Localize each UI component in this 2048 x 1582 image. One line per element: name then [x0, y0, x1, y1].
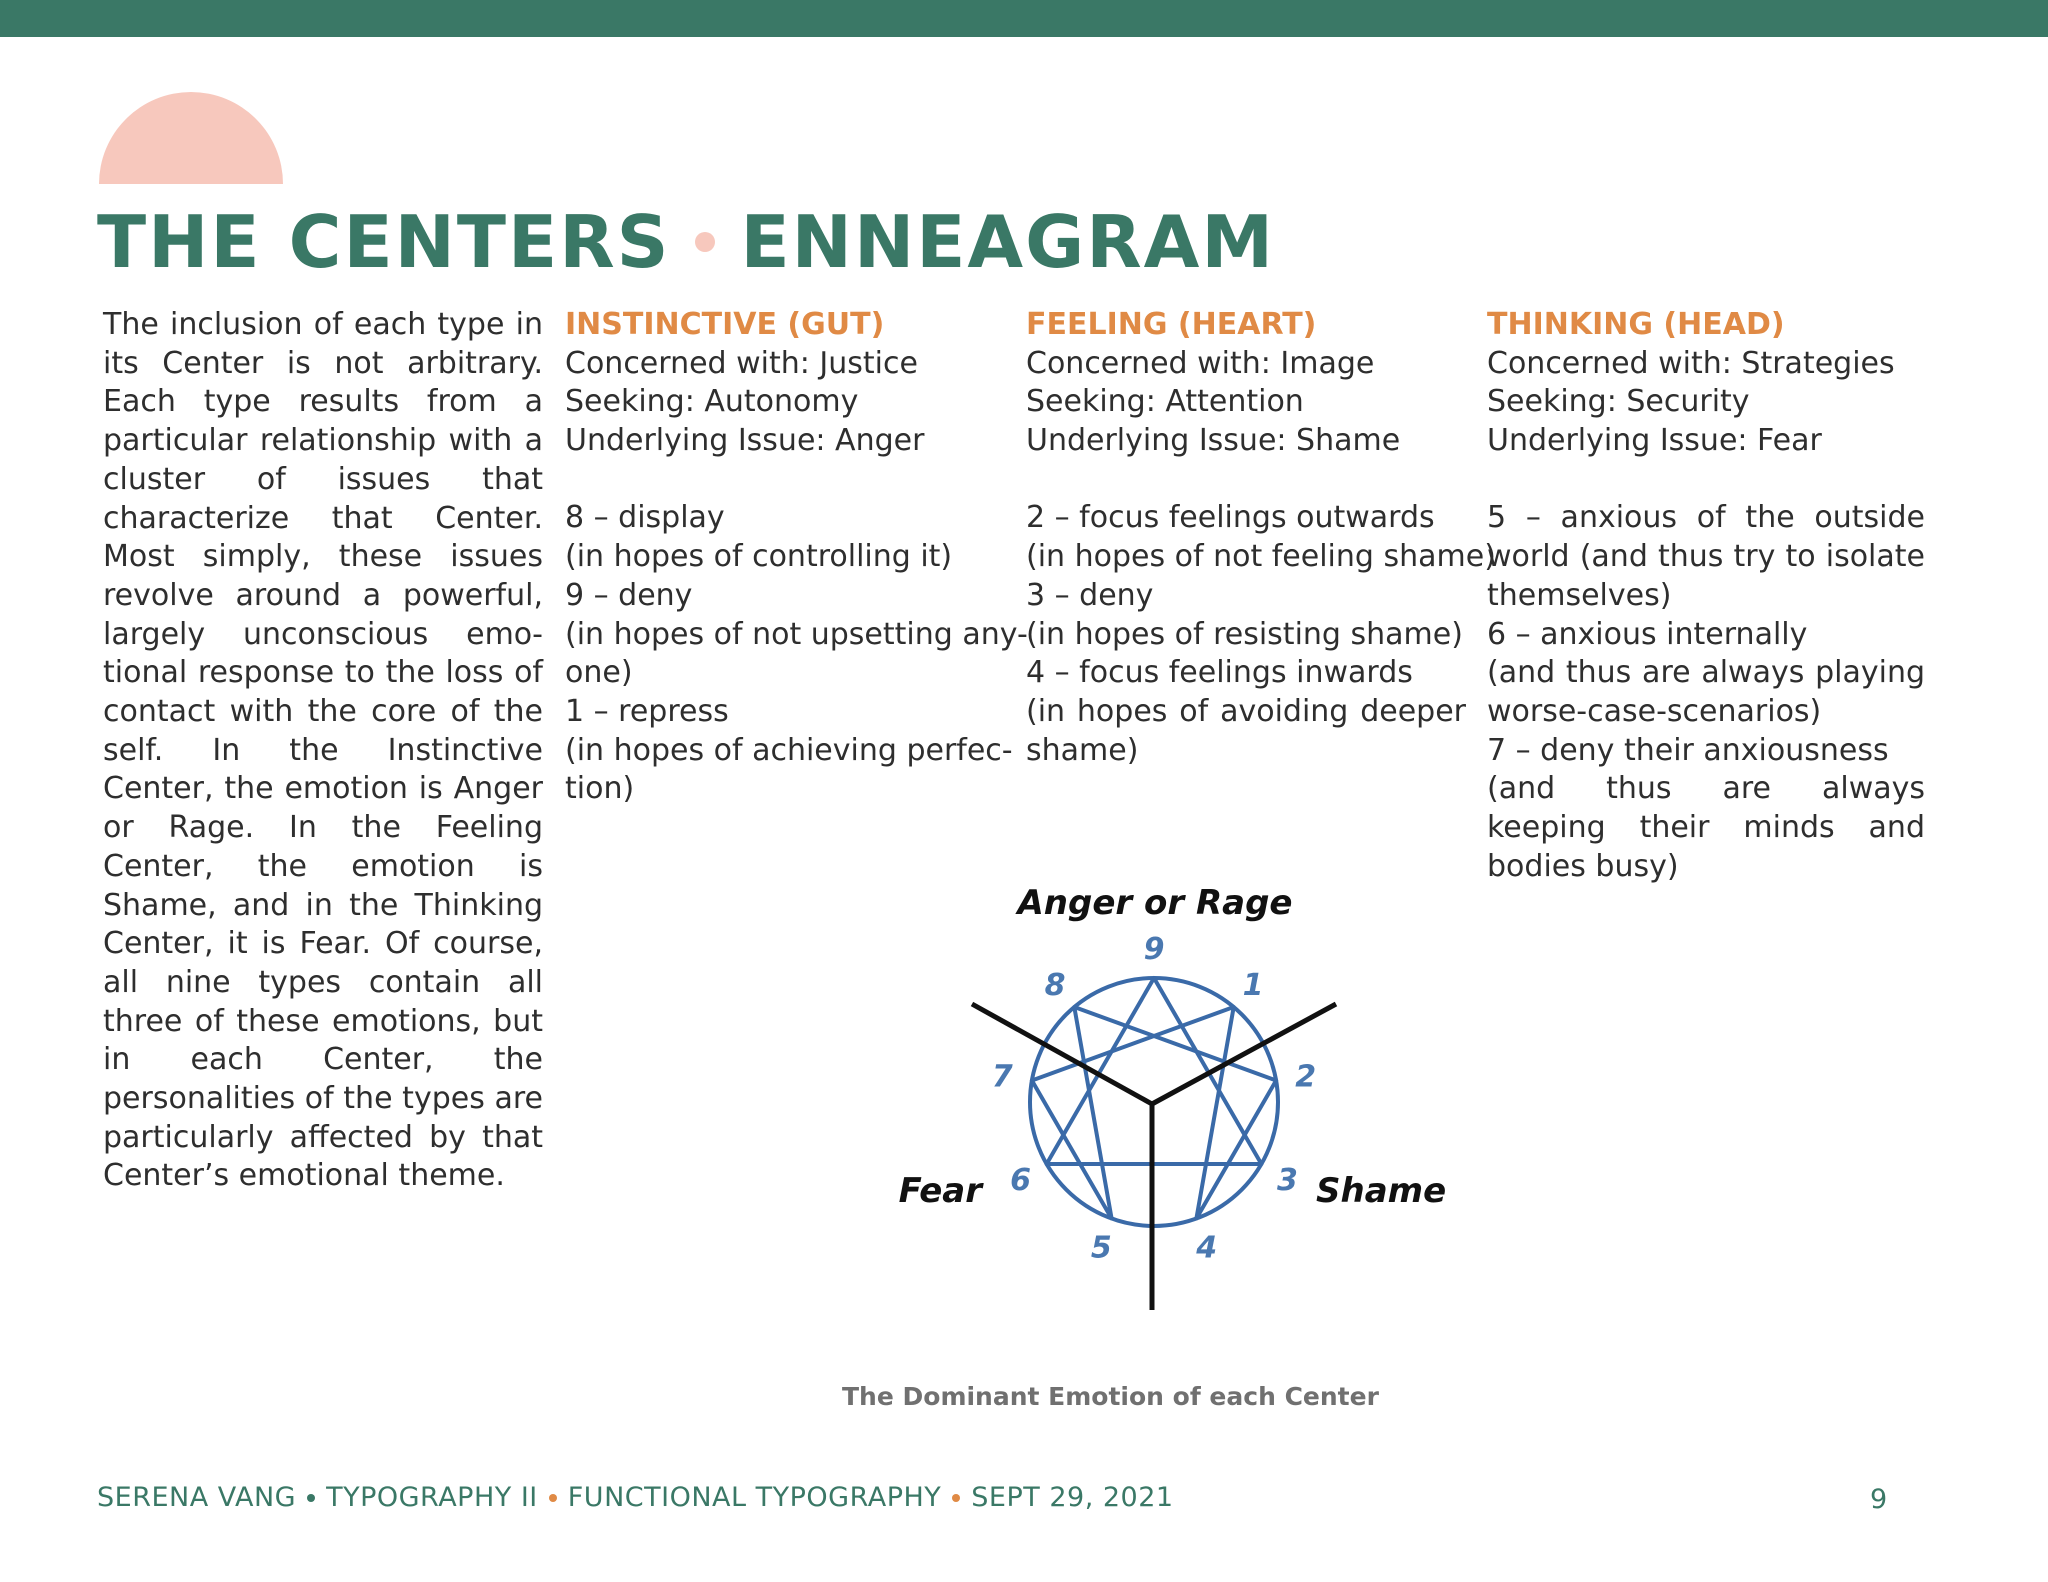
type-number: 6	[1010, 1163, 1032, 1198]
type-paragraph: (and thus are always keeping their minds and bodies busy)	[1487, 771, 1925, 884]
underlying-issue: Underlying Issue: Fear	[1487, 423, 1822, 459]
type-paragraph: 5 – anxious of the outside world (and thus try to isolate themselves)	[1487, 500, 1925, 613]
footer-date: SEPT 29, 2021	[971, 1482, 1174, 1513]
column-heading: INSTINCTIVE (GUT)	[565, 307, 885, 342]
center-dividers	[972, 1004, 1336, 1310]
footer	[97, 1482, 1174, 1513]
footer-author: SERENA VANG	[97, 1482, 297, 1513]
underlying-issue: Underlying Issue: Anger	[565, 423, 925, 459]
type-line: 9 – deny	[565, 577, 693, 613]
concerned-with: Concerned with: Image	[1026, 345, 1375, 381]
concerned-with: Concerned with: Strategies	[1487, 345, 1895, 381]
type-number: 9	[1143, 932, 1165, 967]
footer-course: TYPOGRAPHY II	[326, 1482, 538, 1513]
seeking: Seeking: Security	[1487, 384, 1750, 420]
column-instinctive	[565, 306, 1028, 809]
type-number: 2	[1295, 1059, 1317, 1095]
column-heading: THINKING (HEAD)	[1487, 307, 1785, 342]
column-feeling	[1026, 306, 1496, 770]
page-title	[97, 200, 1275, 284]
type-number: 3	[1276, 1163, 1298, 1198]
footer-dot	[307, 1494, 315, 1502]
seeking: Seeking: Autonomy	[565, 384, 859, 420]
column-heading: FEELING (HEART)	[1026, 307, 1317, 342]
type-line: 6 – anxious internally	[1487, 616, 1808, 652]
title-separator-dot	[695, 232, 715, 252]
type-line: 8 – display	[565, 500, 725, 536]
label-anger: Anger or Rage	[1017, 883, 1293, 923]
top-banner	[0, 0, 2048, 37]
type-line: 2 – focus feelings outwards	[1026, 500, 1435, 536]
footer-dot	[549, 1494, 557, 1502]
decorative-half-circle	[99, 92, 283, 184]
type-number: 8	[1044, 968, 1066, 1003]
column-thinking	[1487, 306, 1925, 886]
underlying-issue: Underlying Issue: Shame	[1026, 423, 1401, 459]
footer-dot	[952, 1494, 960, 1502]
type-line: 7 – deny their anxiousness	[1487, 732, 1889, 768]
label-fear: Fear	[898, 1171, 982, 1211]
type-number: 1	[1242, 968, 1264, 1003]
type-line: one)	[565, 655, 633, 691]
type-line: 1 – repress	[565, 693, 729, 729]
footer-project: FUNCTIONAL TYPOGRAPHY	[567, 1482, 942, 1513]
type-line: (in hopes of avoiding deeper	[1026, 693, 1466, 729]
type-paragraph: (and thus are always playing worse-case-scenarios)	[1487, 655, 1925, 729]
title-main: THE CENTERS	[97, 200, 671, 284]
diagram-caption: The Dominant Emotion of each Center	[842, 1382, 1379, 1411]
intro-paragraph: The inclusion of each type in its Center is not arbitrary. Each type results from a particular relationship with a cluster of issues that characterize that Center. Most simply, these issues revolve around a powerful, largely unconscious emotional response to the loss of contact with the core of the self. In the Instinctive Center, the emotion is Anger or Rage. In the Feeling Center, the emotion is Shame, and in the Thinking Center, it is Fear. Of course, all nine types contain all three of these emotions, but in each Center, the personalities of the types are particularly affected by that Center’s emotional theme.	[103, 307, 543, 1194]
label-shame: Shame	[1316, 1171, 1447, 1211]
type-number: 5	[1090, 1230, 1112, 1266]
type-line: (in hopes of controlling it)	[565, 539, 953, 575]
type-line: (in hopes of achieving perfec-	[565, 732, 1013, 768]
title-sub: ENNEAGRAM	[740, 200, 1276, 284]
type-line: 4 – focus feelings inwards	[1026, 655, 1413, 691]
type-line: (in hopes of resisting shame)	[1026, 616, 1463, 652]
type-line: shame)	[1026, 732, 1139, 768]
type-line: 3 – deny	[1026, 577, 1154, 613]
enneagram-diagram	[880, 872, 1460, 1322]
page-number: 9	[1870, 1484, 1888, 1515]
concerned-with: Concerned with: Justice	[565, 345, 918, 381]
type-line: tion)	[565, 771, 635, 807]
seeking: Seeking: Attention	[1026, 384, 1304, 420]
type-line: (in hopes of not upsetting any-	[565, 616, 1028, 652]
type-number: 4	[1196, 1230, 1218, 1266]
type-line: (in hopes of not feeling shame)	[1026, 539, 1496, 575]
type-number: 7	[991, 1059, 1013, 1095]
